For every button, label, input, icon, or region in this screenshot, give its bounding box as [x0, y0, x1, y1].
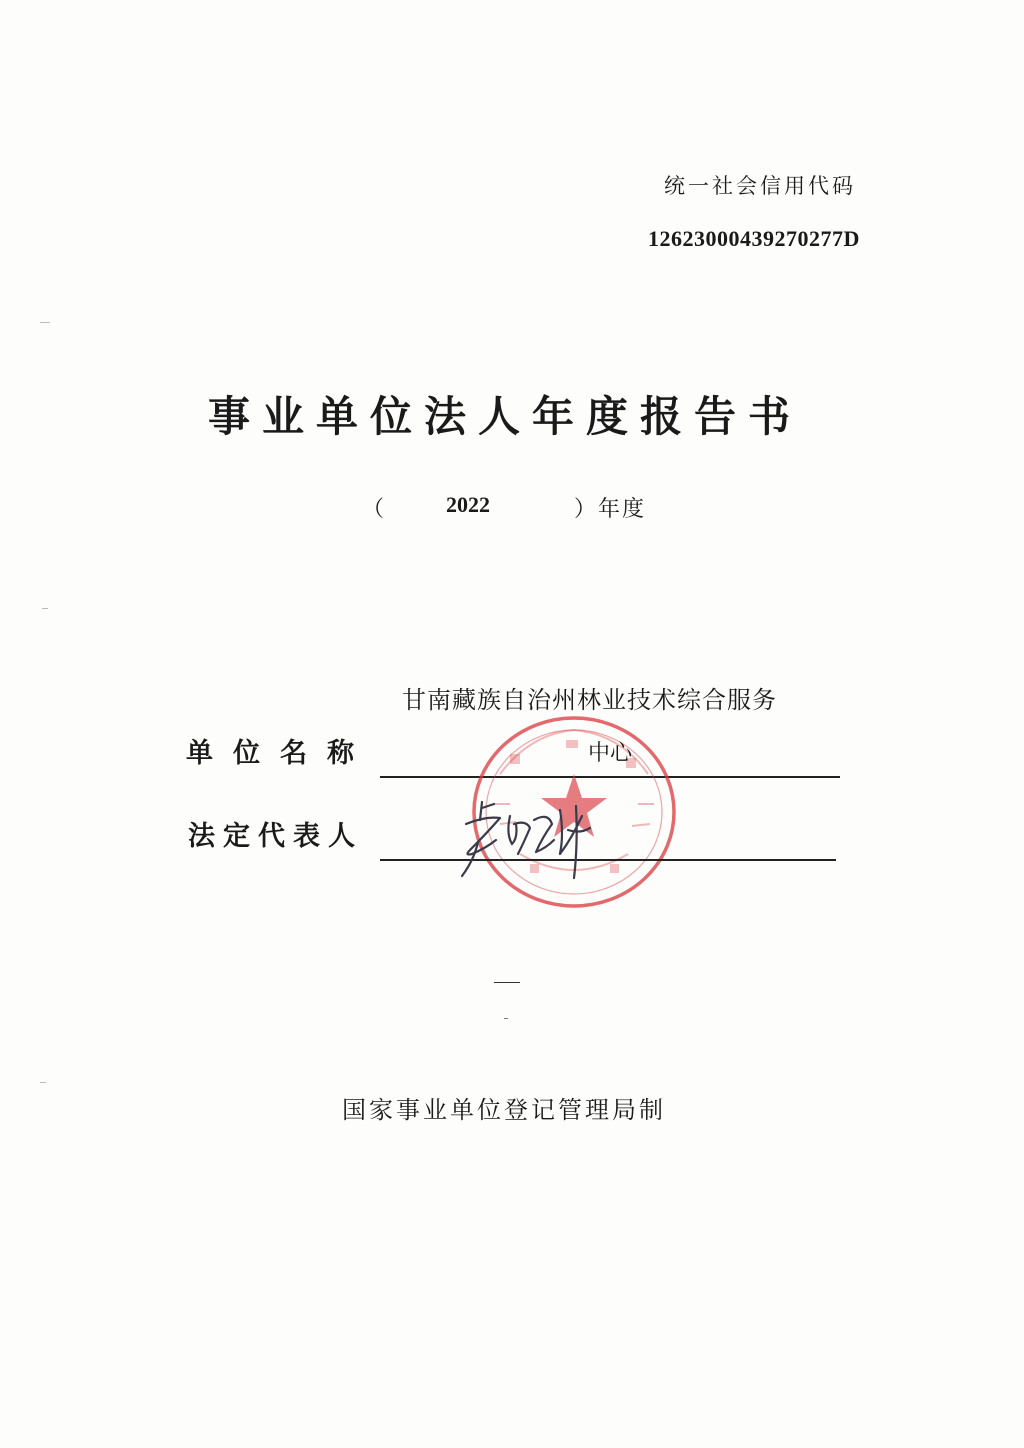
- report-year-suffix: 年度: [598, 497, 647, 522]
- year-open-paren: （: [362, 497, 385, 522]
- legal-representative-underline: [380, 859, 836, 861]
- separator-dot: [504, 1018, 508, 1019]
- credit-code-value: 12623000439270277D: [648, 226, 860, 251]
- unit-name-value-line2: 中心: [588, 741, 633, 766]
- year-close-paren: ）: [574, 497, 597, 522]
- scan-speck: [42, 608, 48, 609]
- separator-dash: [494, 982, 520, 983]
- credit-code-label: 统一社会信用代码: [664, 174, 856, 198]
- scan-speck: [40, 322, 50, 323]
- unit-name-label: 单位名称: [186, 738, 374, 769]
- issuer-footer: 国家事业单位登记管理局制: [342, 1096, 666, 1124]
- scan-speck: [40, 1082, 46, 1083]
- legal-representative-label: 法定代表人: [188, 821, 363, 852]
- report-year-line: [0, 492, 1024, 526]
- handwritten-signature: [456, 794, 596, 884]
- page-title: 事业单位法人年度报告书: [207, 392, 802, 441]
- report-year-value: 2022: [446, 492, 490, 517]
- unit-name-value-line1: 甘南藏族自治州林业技术综合服务: [402, 686, 777, 714]
